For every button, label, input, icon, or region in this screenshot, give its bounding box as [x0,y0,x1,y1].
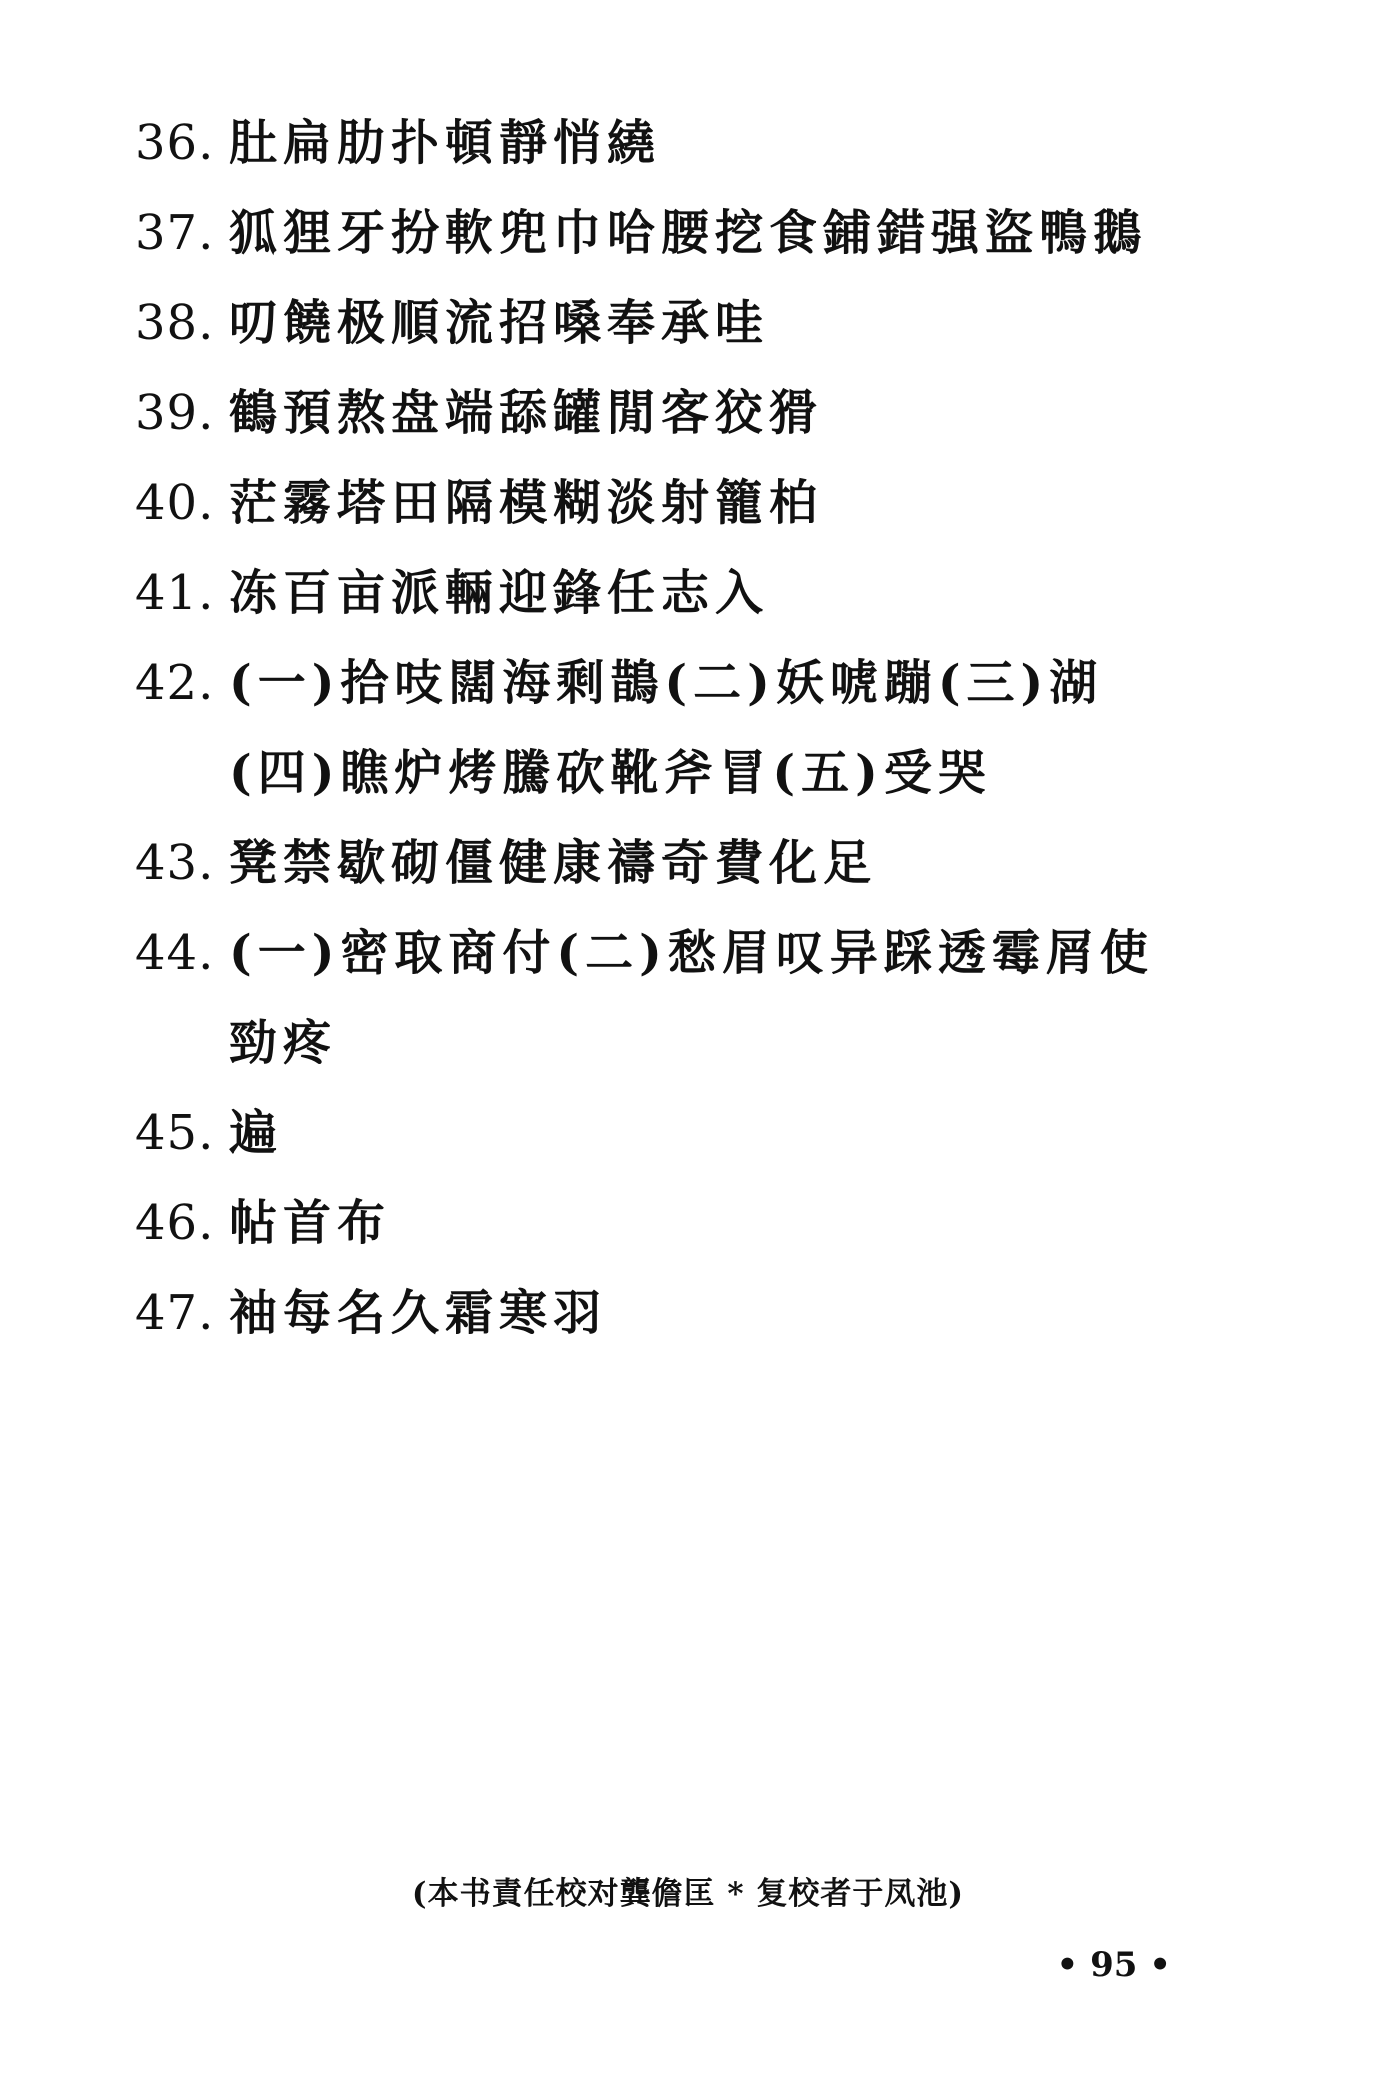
answer-number: 36. [135,115,215,171]
answer-line [135,908,1255,998]
answer-number: 47. [135,1285,215,1341]
answer-line [135,98,1255,188]
answer-text: 狐狸牙扮軟兜巾哈腰挖食鋪錯强盜鴨鵝 [229,205,1148,261]
answer-text: 遍 [229,1105,284,1161]
answer-text: (一)密取商付(二)愁眉叹异踩透霉屑使 [229,925,1154,981]
answer-line [135,278,1255,368]
answer-line [135,188,1255,278]
answer-line [135,1268,1255,1358]
answer-text: 肚扁肋扑頓靜悄繞 [229,115,662,171]
answer-line [135,818,1255,908]
answer-number: 37. [135,205,215,261]
answer-text: (四)瞧炉烤騰砍靴斧冒(五)受哭 [229,745,992,801]
answer-number: 44. [135,925,215,981]
answer-text: 凳禁歇砌僵健康禱奇費化足 [229,835,878,891]
answer-line [135,1088,1255,1178]
answer-text: 勁疼 [229,1015,338,1071]
answer-number: 43. [135,835,215,891]
answer-number: 42. [135,655,215,711]
credit-note: (本书責任校对龔儋匡 * 复校者于凤池) [411,1876,965,1912]
answer-text: 冻百亩派輛迎鋒任志入 [229,565,770,621]
answer-number: 40. [135,475,215,531]
answer-number: 38. [135,295,215,351]
answer-line [135,368,1255,458]
answer-line [135,548,1255,638]
answer-line [135,638,1255,728]
answer-text: 叨饒极順流招嗓奉承哇 [229,295,770,351]
answer-text: 袖每名久霜寒羽 [229,1285,608,1341]
answer-line [135,1178,1255,1268]
answer-number: 45. [135,1105,215,1161]
answer-text: (一)拾吱闊海剩鵲(二)妖唬蹦(三)湖 [229,655,1104,711]
answer-continuation-line [135,728,1255,818]
answer-text: 茫霧塔田隔模糊淡射籠柏 [229,475,824,531]
answer-list [135,98,1255,1358]
answer-number: 46. [135,1195,215,1251]
answer-continuation-line [135,998,1255,1088]
answer-number: 41. [135,565,215,621]
page-number: • 95 • [1056,1945,1171,1985]
answer-number: 39. [135,385,215,441]
answer-text: 帖首布 [229,1195,392,1251]
answer-line [135,458,1255,548]
answer-text: 鶴預熬盘端舔罐閒客狡猾 [229,385,824,441]
